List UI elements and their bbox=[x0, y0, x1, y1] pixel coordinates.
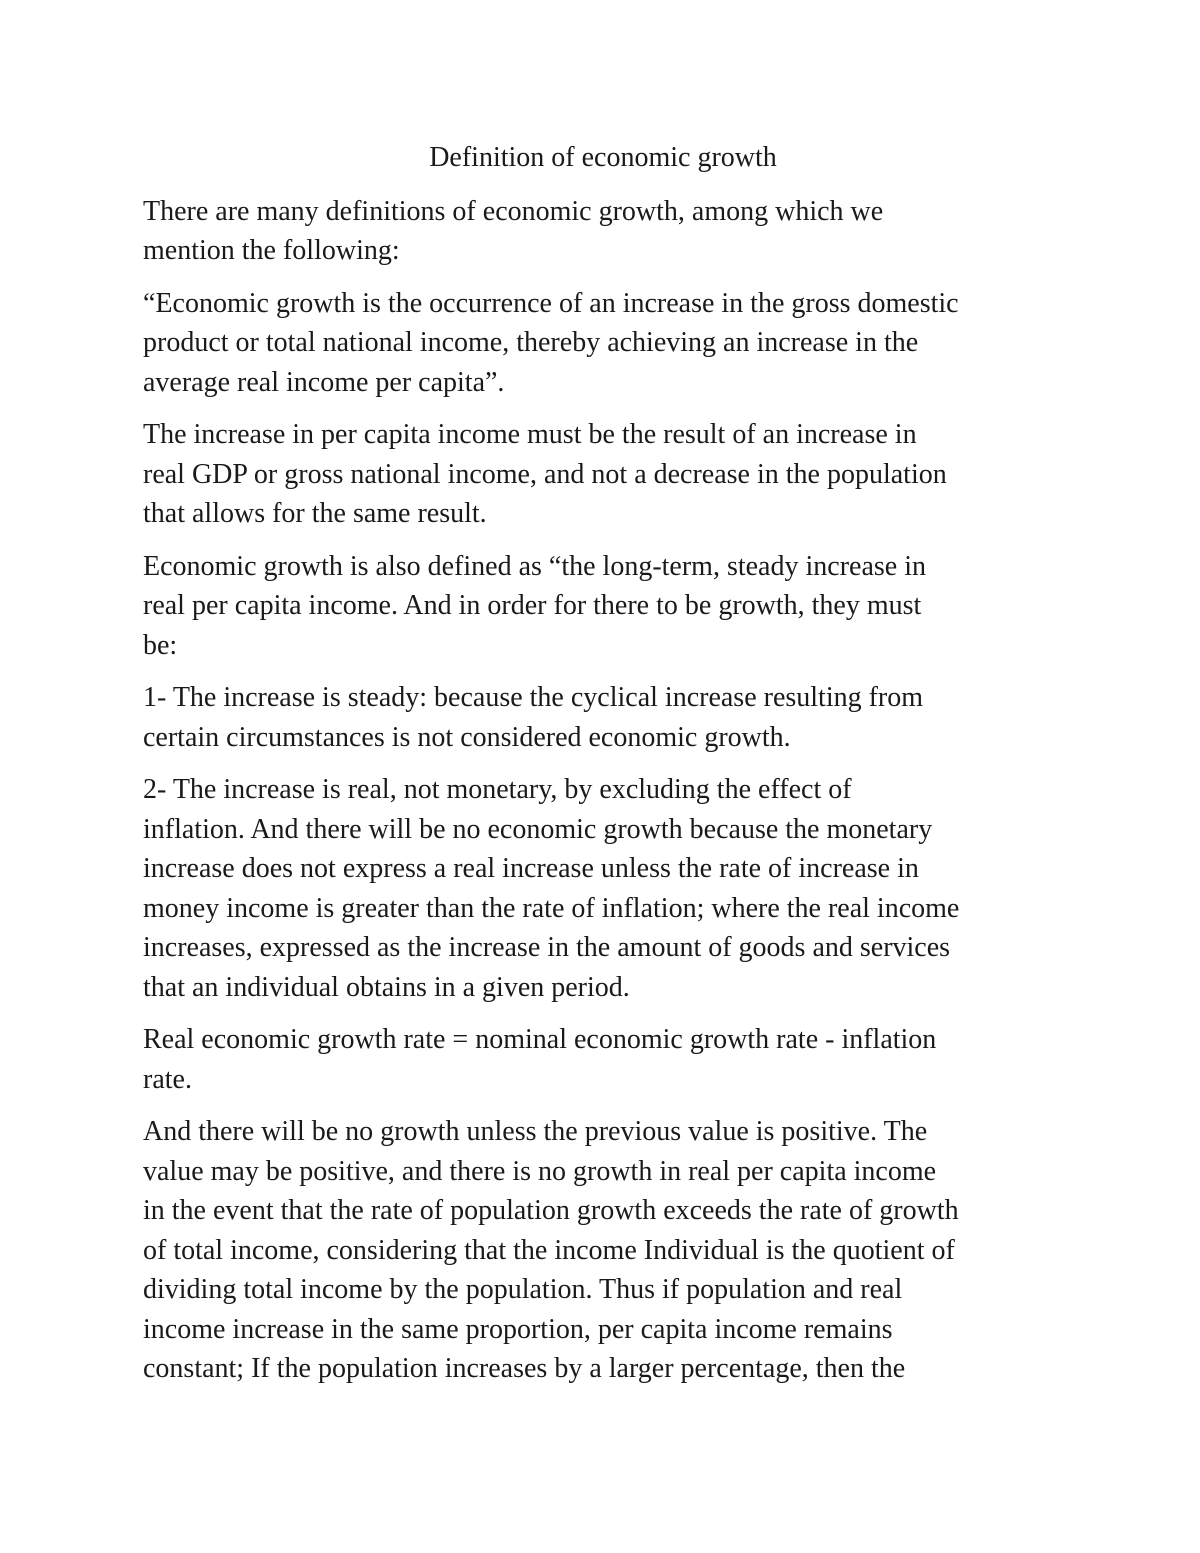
text-line: real GDP or gross national income, and not a decrease in the population bbox=[143, 458, 947, 490]
text-line: that an individual obtains in a given period. bbox=[143, 971, 630, 1003]
paragraph-per-capita bbox=[143, 415, 1063, 534]
list-item-1 bbox=[143, 678, 1063, 757]
document-body bbox=[143, 138, 1063, 1402]
text-line: real per capita income. And in order for there to be growth, they must bbox=[143, 590, 922, 621]
text-line: certain circumstances is not considered economic growth. bbox=[143, 721, 791, 753]
text-line: Economic growth is also defined as “the long-term, steady increase in bbox=[143, 550, 926, 582]
paragraph-quote-definition bbox=[143, 284, 1063, 403]
text-line: The increase in per capita income must be the result of an increase in bbox=[143, 419, 917, 450]
text-line: constant; If the population increases by a larger percentage, then the bbox=[143, 1353, 906, 1384]
text-line: inflation. And there will be no economic growth because the monetary bbox=[143, 813, 933, 845]
text-line: And there will be no growth unless the previous value is positive. The bbox=[143, 1116, 928, 1147]
text-line: rate. bbox=[143, 1063, 192, 1095]
text-line: increases, expressed as the increase in the amount of goods and services bbox=[143, 932, 951, 963]
text-line: 1- The increase is steady: because the cyclical increase resulting from bbox=[143, 682, 924, 713]
paragraph-intro bbox=[143, 192, 1063, 271]
text-line: value may be positive, and there is no growth in real per capita income bbox=[143, 1155, 937, 1187]
list-item-2 bbox=[143, 770, 1063, 1007]
text-line: money income is greater than the rate of inflation; where the real income bbox=[143, 892, 960, 924]
text-line: of total income, considering that the income Individual is the quotient of bbox=[143, 1234, 955, 1266]
text-line: mention the following: bbox=[143, 235, 400, 266]
text-line: that allows for the same result. bbox=[143, 498, 487, 529]
text-line: product or total national income, thereby achieving an increase in the bbox=[143, 327, 919, 358]
text-line: 2- The increase is real, not monetary, by excluding the effect of bbox=[143, 774, 852, 805]
text-line: Real economic growth rate = nominal economic growth rate - inflation bbox=[143, 1024, 937, 1055]
paragraph-population bbox=[143, 1112, 1063, 1389]
document-title: Definition of economic growth bbox=[429, 142, 777, 173]
text-line: dividing total income by the population. Thus if population and real bbox=[143, 1274, 903, 1305]
paragraph-long-term bbox=[143, 547, 1063, 666]
text-line: There are many definitions of economic growth, among which we bbox=[143, 195, 884, 227]
paragraph-formula bbox=[143, 1020, 1063, 1099]
text-line: increase does not express a real increase unless the rate of increase in bbox=[143, 853, 919, 884]
text-line: be: bbox=[143, 629, 178, 661]
text-line: income increase in the same proportion, per capita income remains bbox=[143, 1313, 893, 1345]
text-line: in the event that the rate of population growth exceeds the rate of growth bbox=[143, 1195, 959, 1226]
text-line: “Economic growth is the occurrence of an increase in the gross domestic bbox=[143, 287, 959, 319]
text-line: average real income per capita”. bbox=[143, 366, 505, 398]
